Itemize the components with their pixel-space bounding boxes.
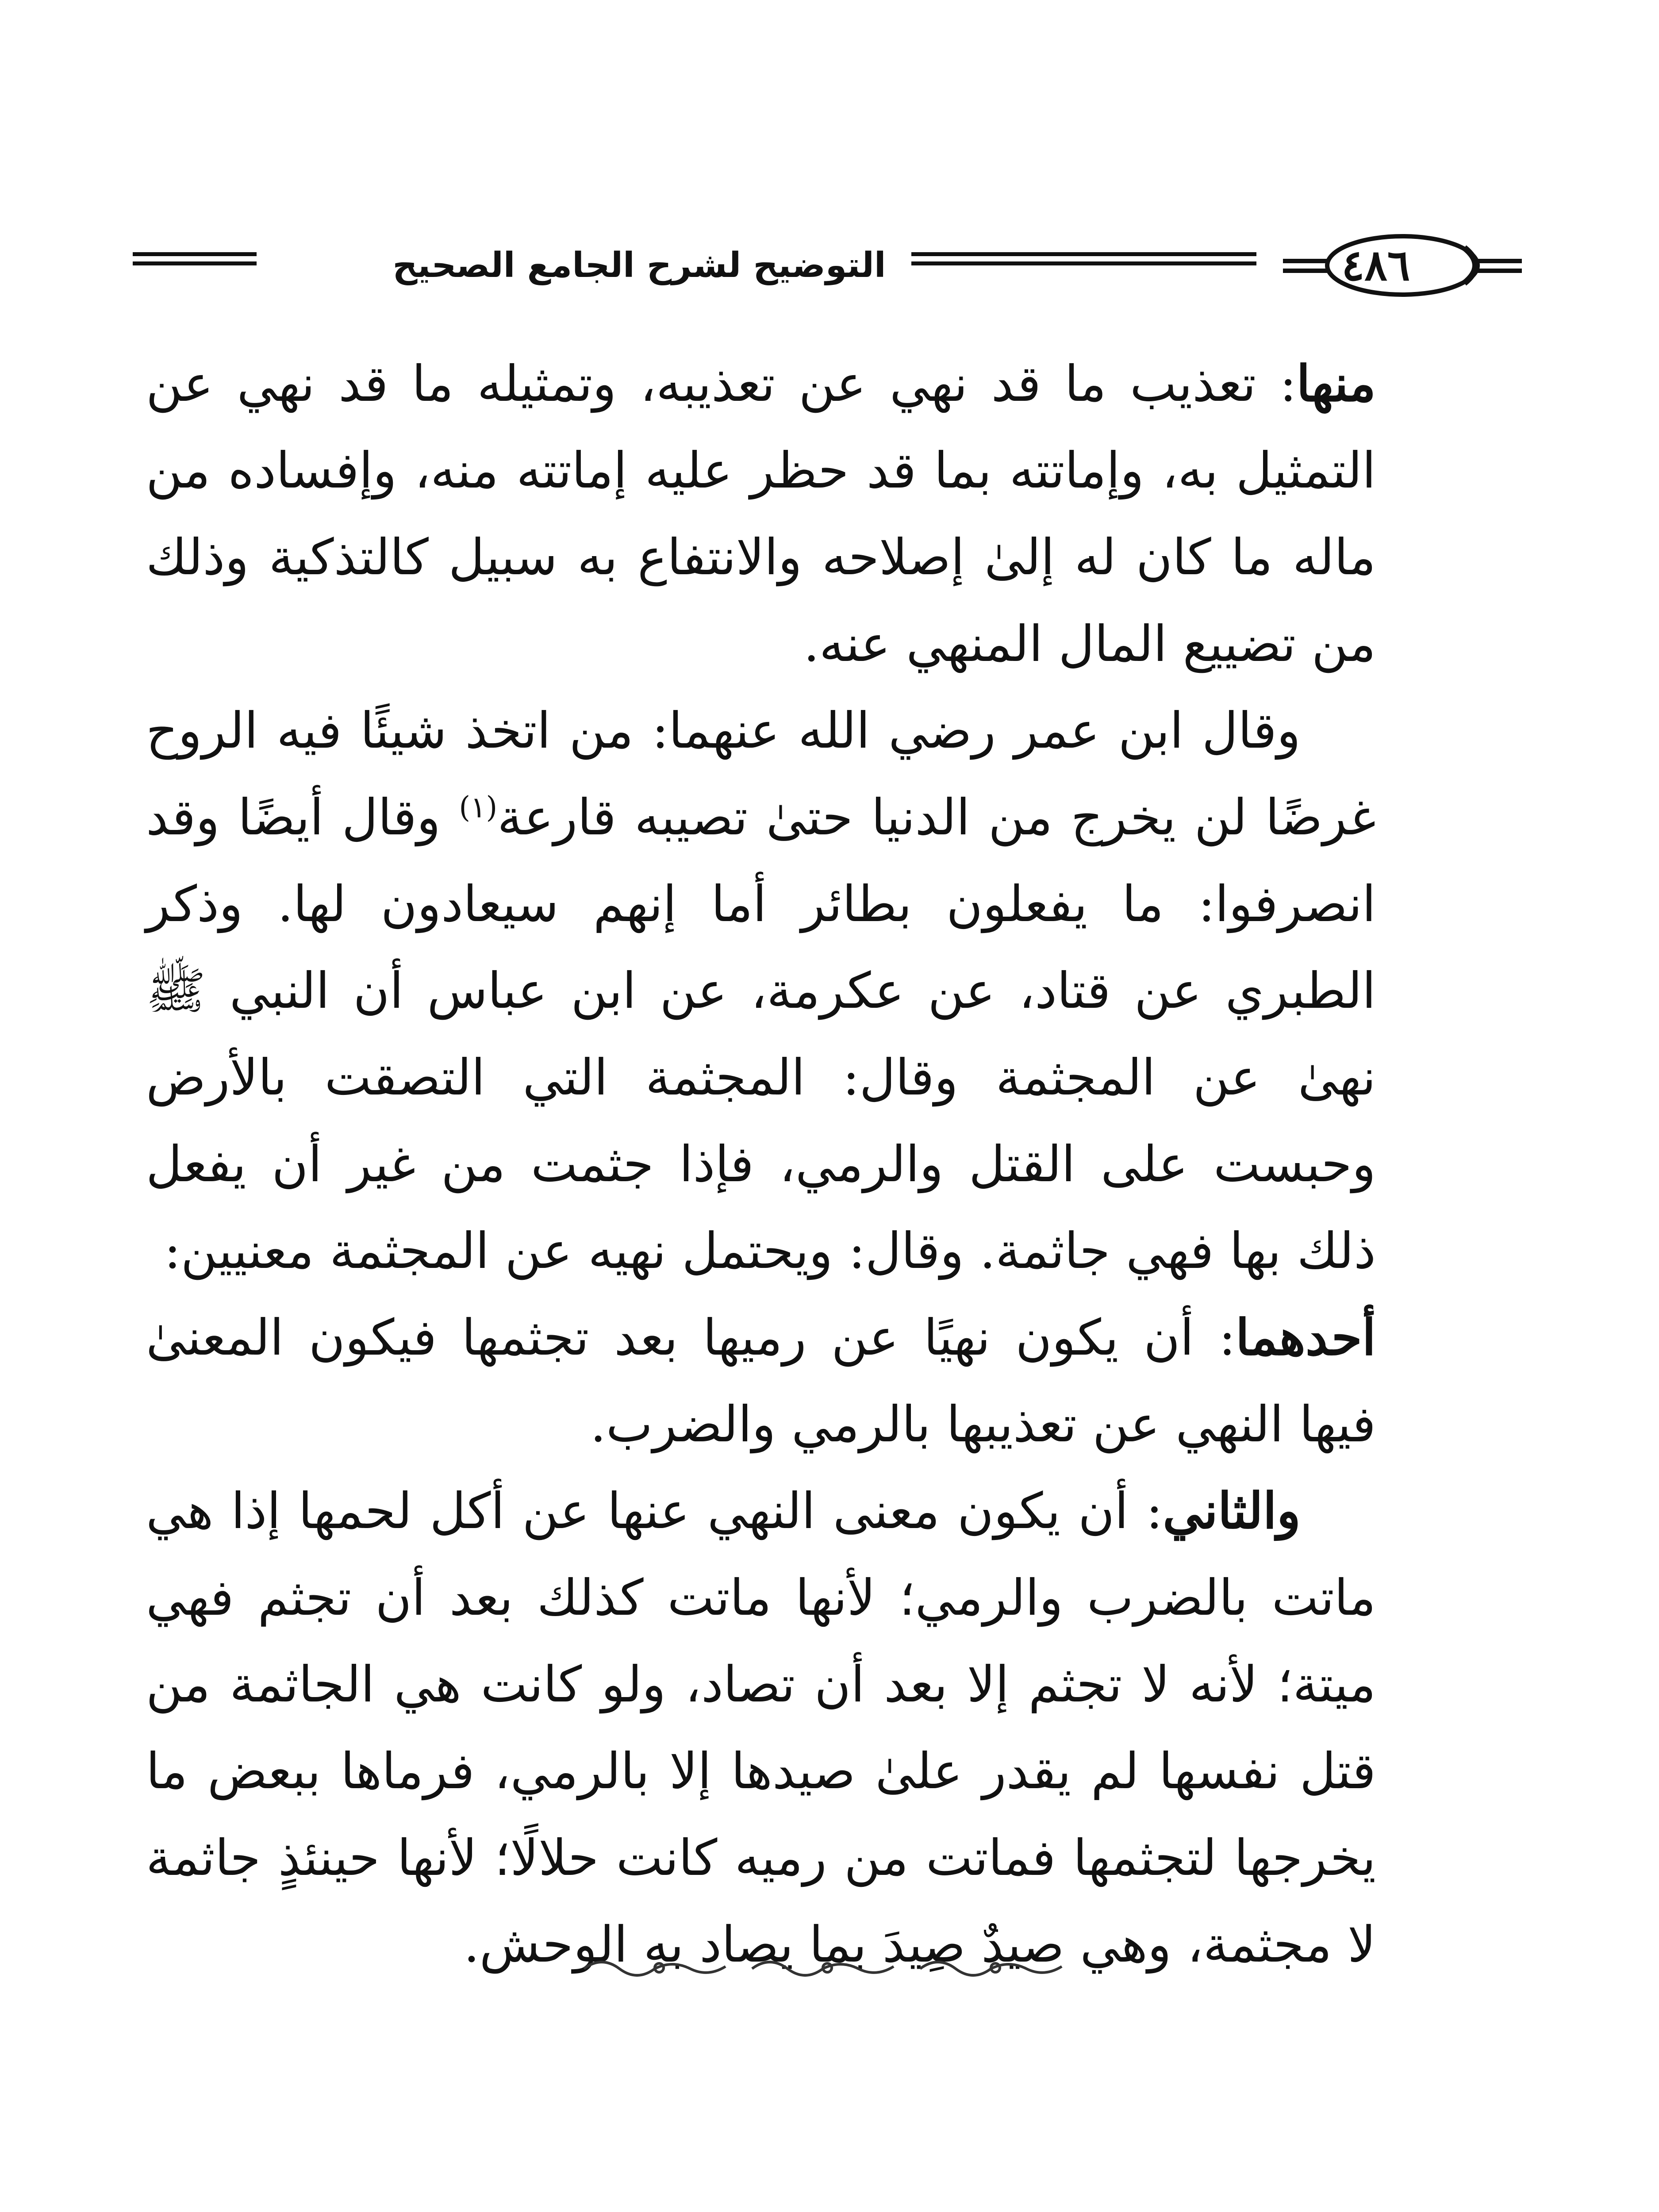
footnote-reference: (١) [459, 790, 498, 825]
paragraph-2-text-b: وقال أيضًا وقد انصرفوا: ما يفعلون بطائر أما إنهم سيعادون لها. وذكر الطبري عن قتاد، عن عكرمة، عن ابن عباس أن النبي ﷺ نهىٰ عن المجثمة وقال: المجثمة التي التصقت بالأرض وحبست على القتل والرمي، فإذا جثمت من غير أن يفعل ذلك بها فهي جاثمة. وقال: ويحتمل نهيه عن المجثمة معنيين: [146, 789, 1376, 1280]
header-rule-middle [911, 252, 1256, 265]
paragraph-4-text: : أن يكون معنى النهي عنها عن أكل لحمها إذا هي ماتت بالضرب والرمي؛ لأنها ماتت كذلك بعد أن تجثم فهي ميتة؛ لأنه لا تجثم إلا بعد أن تصاد، ولو كانت هي الجاثمة من قتل نفسها لم يقدر علىٰ صيدها إلا بالرمي، فرماها ببعض ما يخرجها لتجثمها فماتت من رميه كانت حلالًا؛ لأنها حينئذٍ جاثمة لا مجثمة، وهي صيدٌ صِيدَ بما يصاد به الوحش. [146, 1482, 1376, 1974]
paragraph-1 [146, 341, 1376, 687]
paragraph-2-text-a: وقال ابن عمر رضي الله عنهما: من اتخذ شيئًا فيه الروح غرضًا لن يخرج من الدنيا حتىٰ تصيبه قارعة [146, 702, 1376, 846]
ornament-flourish-icon [575, 1947, 1071, 1986]
header-rule-left [133, 252, 257, 265]
paragraph-4 [146, 1468, 1376, 1988]
paragraph-4-lead: والثاني [1163, 1482, 1301, 1540]
running-title: التوضيح لشرح الجامع الصحيح [392, 246, 886, 285]
paragraph-3-text: : أن يكون نهيًا عن رميها بعد تجثمها فيكون المعنىٰ فيها النهي عن تعذيبها بالرمي والضرب. [146, 1309, 1376, 1453]
section-ornament [575, 1947, 1071, 1986]
paragraph-1-text: : تعذيب ما قد نهي عن تعذيبه، وتمثيله ما قد نهي عن التمثيل به، وإماتته بما قد حظر عليه إماتته منه، وإفساده من ماله ما كان له إلىٰ إصلاحه والانتفاع به سبيل كالتذكية وذلك من تضييع المال المنهي عنه. [146, 355, 1376, 673]
page-header [133, 230, 1522, 301]
paragraph-3-lead: أحدهما [1235, 1309, 1376, 1367]
paragraph-2 [146, 687, 1376, 1294]
page-number-badge [1256, 230, 1522, 301]
paragraph-3 [146, 1294, 1376, 1468]
paragraph-1-lead: منها [1296, 355, 1376, 413]
page-number: ٤٨٦ [1341, 240, 1410, 290]
main-text [146, 341, 1376, 1988]
